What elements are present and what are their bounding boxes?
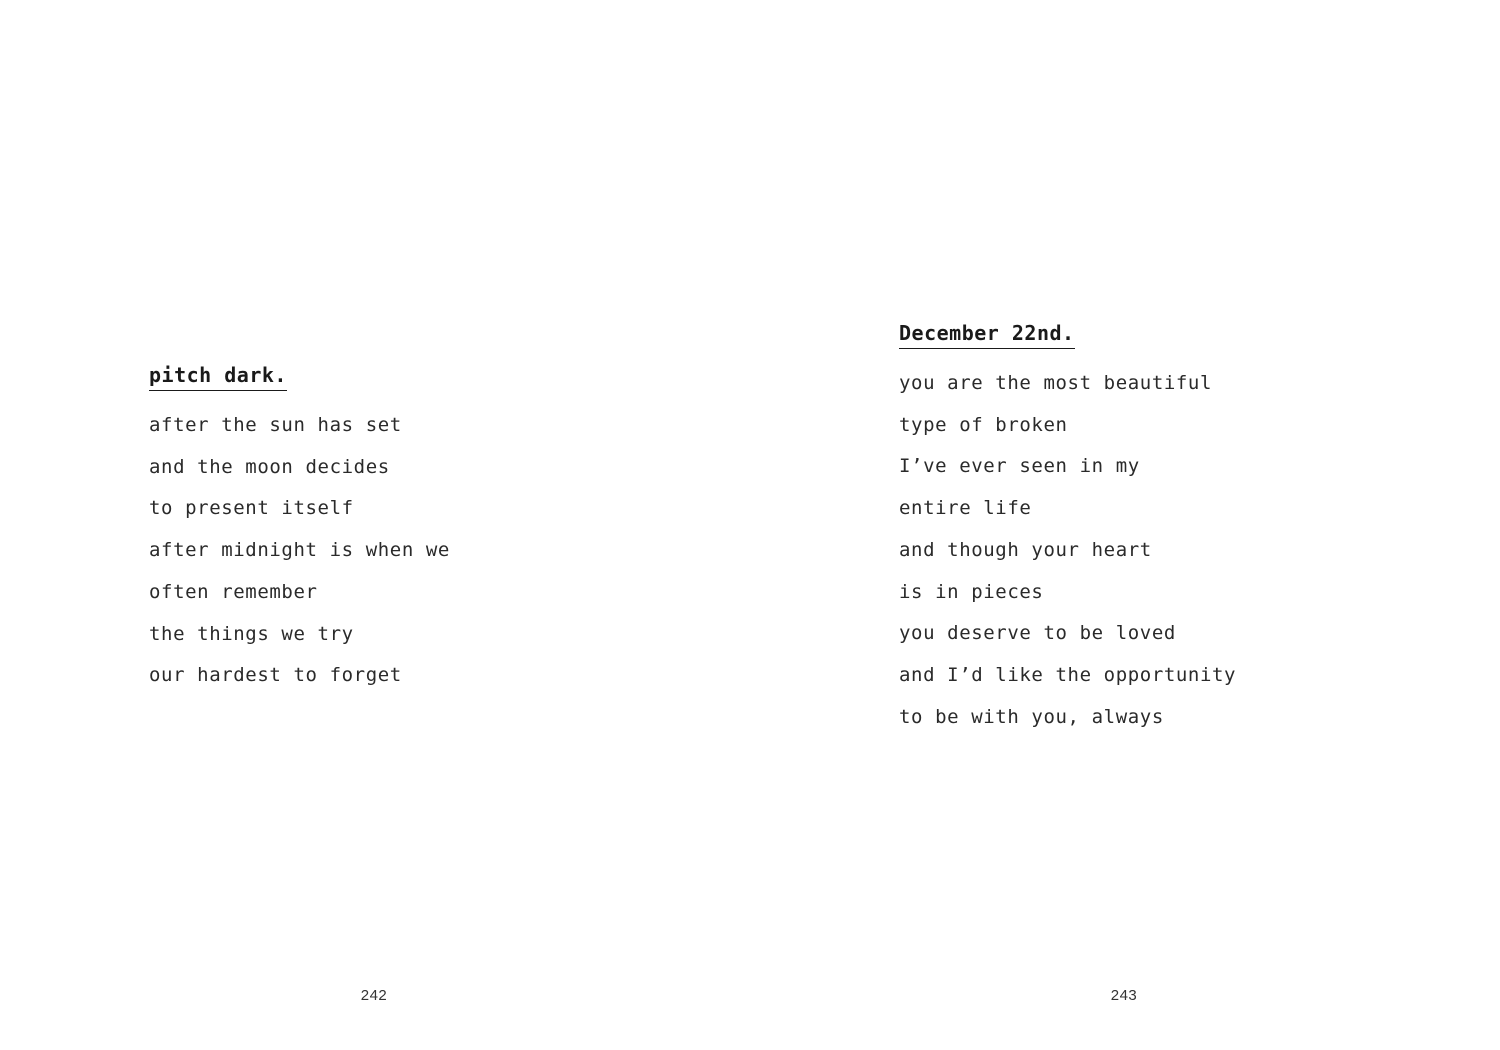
poem-line: type of broken — [899, 413, 1068, 436]
page-number: 242 — [360, 987, 388, 1004]
poem-line: to be with you, always — [899, 705, 1164, 728]
poem-body — [149, 405, 450, 697]
poem-line: after the sun has set — [149, 414, 402, 436]
poem-title: pitch dark. — [149, 362, 287, 391]
poem-line: the things we try — [149, 622, 354, 645]
poem-line: entire life — [899, 497, 1032, 520]
page-number: 243 — [1110, 987, 1138, 1004]
poem-line: you deserve to be loved — [899, 622, 1176, 645]
poem-line: after midnight is when we — [149, 539, 450, 562]
poem-december-22nd — [899, 320, 1236, 738]
poem-line: I’ve ever seen in my — [899, 455, 1140, 478]
poem-body — [899, 363, 1236, 738]
poem-title: December 22nd. — [899, 320, 1075, 349]
poem-line: you are the most beautiful — [899, 372, 1213, 394]
poem-line: is in pieces — [899, 580, 1044, 603]
poem-line: and I’d like the opportunity — [899, 663, 1237, 686]
poem-line: and the moon decides — [149, 455, 390, 478]
right-page — [750, 0, 1500, 1050]
poem-line: to present itself — [149, 497, 354, 520]
poem-line: often remember — [149, 580, 318, 603]
poem-line: and though your heart — [899, 538, 1152, 561]
poem-line: our hardest to forget — [149, 664, 402, 687]
poem-pitch-dark — [149, 362, 450, 697]
